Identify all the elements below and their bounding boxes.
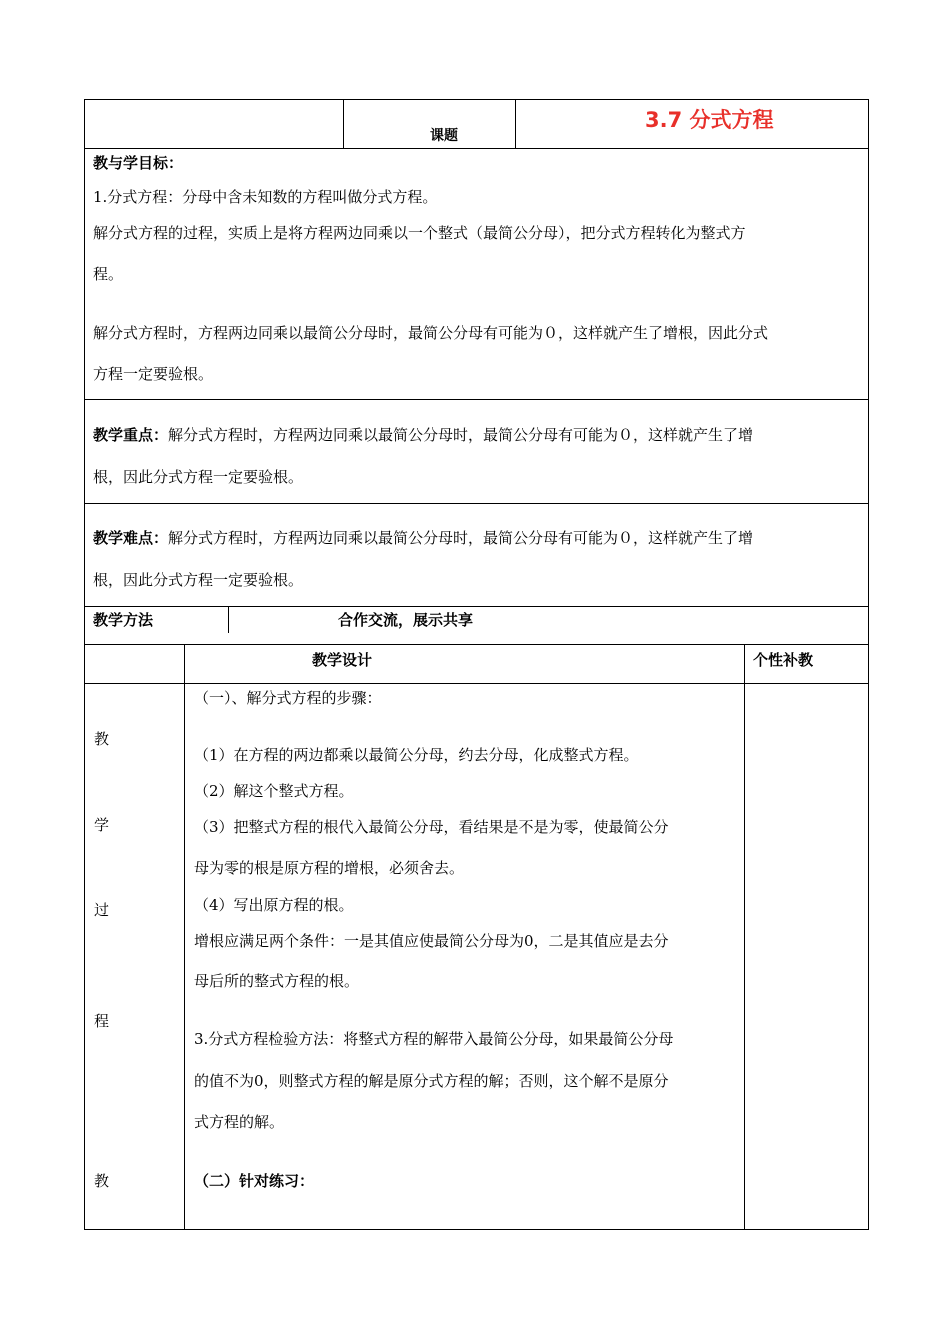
row-divider-goals (84, 399, 869, 400)
goals-line-3b: 方程一定要验根。 (93, 365, 214, 383)
col-divider-left (184, 644, 185, 1230)
row-divider-design-header (84, 683, 869, 684)
difficulty-text-a: 解分式方程时，方程两边同乘以最简公分母时，最简公分母有可能为０，这样就产生了增 (168, 529, 754, 547)
header-divider-2 (515, 99, 516, 149)
key-point-line-a (93, 425, 753, 445)
side-char-5: 教 (94, 1172, 110, 1190)
side-char-3: 过 (94, 901, 110, 919)
method-label: 教学方法 (93, 611, 154, 629)
difficulty-label: 教学难点： (93, 529, 169, 547)
key-point-text-a: 解分式方程时，方程两边同乘以最简公分母时，最简公分母有可能为０，这样就产生了增 (168, 426, 754, 444)
lesson-plan-table (84, 99, 869, 1230)
content-step-1: （1）在方程的两边都乘以最简公分母，约去分母，化成整式方程。 (194, 746, 639, 764)
col-divider-right (744, 644, 745, 1230)
goals-line-1: 1.分式方程：分母中含未知数的方程叫做分式方程。 (93, 188, 438, 206)
content-condition-b: 母后所的整式方程的根。 (194, 972, 360, 990)
goals-heading: 教与学目标： (93, 154, 184, 172)
content-section-1: （一）、解分式方程的步骤： (194, 689, 382, 707)
content-section-2: （二）针对练习： (194, 1172, 315, 1190)
method-divider (228, 607, 229, 633)
content-step-3a: （3）把整式方程的根代入最简公分母，看结果是不是为零，使最简公分 (194, 818, 669, 836)
content-check-c: 式方程的解。 (194, 1113, 285, 1131)
side-char-2: 学 (94, 816, 110, 834)
content-step-3b: 母为零的根是原方程的增根，必须舍去。 (194, 859, 465, 877)
key-point-line-b: 根，因此分式方程一定要验根。 (93, 468, 304, 486)
topic-label: 课题 (430, 128, 458, 144)
header-divider-1 (343, 99, 344, 149)
row-divider-method (84, 644, 869, 645)
content-check-b: 的值不为0，则整式方程的解是原分式方程的解；否则，这个解不是原分 (194, 1072, 669, 1090)
goals-line-2b: 程。 (93, 265, 124, 283)
personal-header: 个性补教 (753, 651, 814, 669)
difficulty-line-a (93, 528, 753, 548)
side-char-1: 教 (94, 730, 110, 748)
content-step-4: （4）写出原方程的根。 (194, 896, 354, 914)
content-check-a: 3.分式方程检验方法：将整式方程的解带入最简公分母，如果最简公分母 (194, 1030, 674, 1048)
design-header: 教学设计 (312, 651, 373, 669)
page-title: 3.7 分式方程 (645, 108, 774, 132)
key-point-label: 教学重点： (93, 426, 169, 444)
difficulty-line-b: 根，因此分式方程一定要验根。 (93, 571, 304, 589)
content-condition-a: 增根应满足两个条件：一是其值应使最简公分母为0，二是其值应是去分 (194, 932, 669, 950)
side-char-4: 程 (94, 1012, 110, 1030)
row-divider-difficulty (84, 606, 869, 607)
row-divider-header (84, 148, 869, 149)
row-divider-key (84, 503, 869, 504)
content-step-2: （2）解这个整式方程。 (194, 782, 354, 800)
method-value: 合作交流，展示共享 (338, 611, 474, 629)
goals-line-2a: 解分式方程的过程，实质上是将方程两边同乘以一个整式（最简公分母），把分式方程转化为整式方 (93, 224, 746, 242)
goals-line-3a: 解分式方程时，方程两边同乘以最简公分母时，最简公分母有可能为０，这样就产生了增根，因此分式 (93, 324, 769, 342)
